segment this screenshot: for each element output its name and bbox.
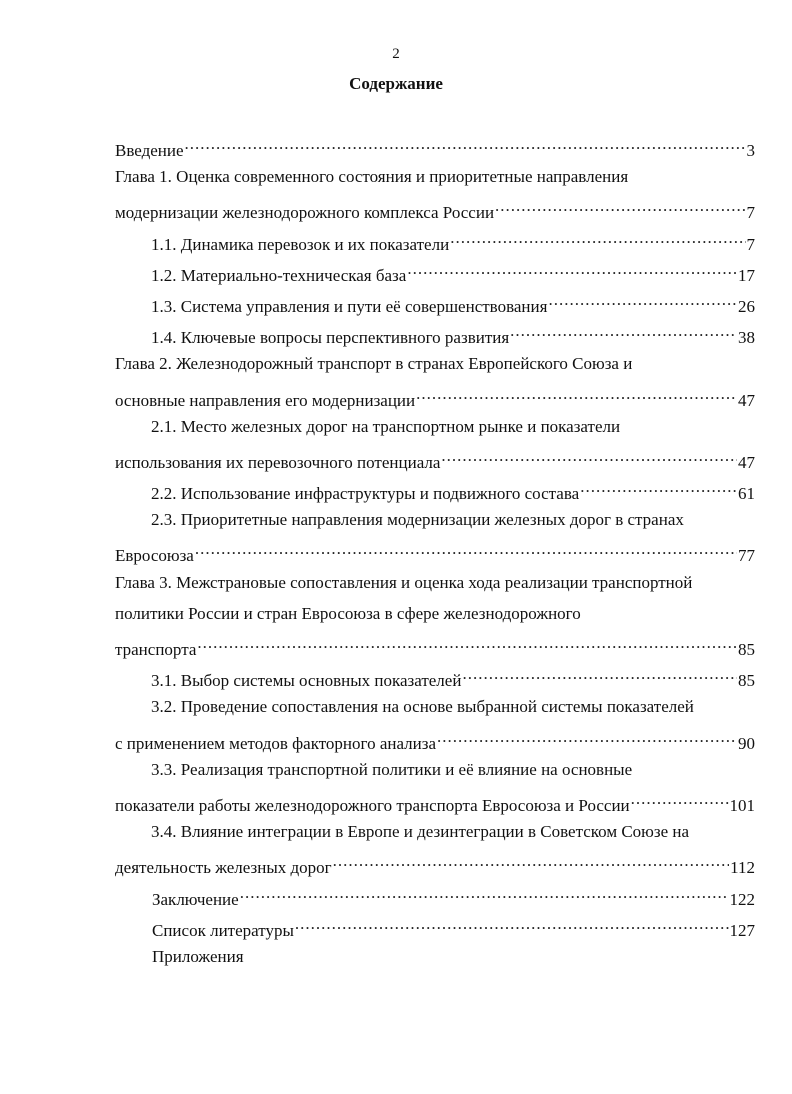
dot-leader	[437, 729, 737, 749]
toc-page-number: 90	[738, 733, 755, 753]
dot-leader	[407, 261, 737, 281]
toc-entry-title: Приложения	[152, 946, 244, 966]
toc-entry-3-1	[115, 666, 755, 697]
toc-entry-title: транспорта	[115, 640, 197, 659]
toc-page-number: 77	[738, 546, 755, 566]
toc-entry-title: 2.2. Использование инфраструктуры и подвижного состава	[151, 484, 580, 504]
toc-page-number: 47	[738, 452, 755, 472]
toc-entry-title: 1.1. Динамика перевозок и их показатели	[151, 234, 450, 254]
toc-entry-title: 3.4. Влияние интеграции в Европе и дезинтеграции в Советском Союзе на	[151, 822, 690, 842]
dot-leader	[416, 386, 737, 406]
toc-entry-2-3-cont	[115, 541, 755, 572]
toc-entry-3-2	[115, 697, 755, 728]
dot-leader	[462, 666, 737, 686]
dot-leader	[510, 323, 737, 343]
toc-entry-2-1-cont	[115, 448, 755, 479]
toc-entry-title: деятельность железных дорог	[115, 858, 332, 878]
dot-leader	[441, 448, 737, 468]
toc-page-number: 26	[738, 296, 755, 316]
toc-page-number: 3	[746, 141, 755, 160]
toc-entry-title: 1.4. Ключевые вопросы перспективного развития	[151, 328, 510, 348]
toc-entry-title: 3.2. Проведение сопоставления на основе выбранной системы показателей	[151, 697, 694, 717]
toc-page-number: 85	[738, 671, 755, 691]
toc-entry-title: Глава 1. Оценка современного состояния и приоритетные направления	[115, 167, 629, 187]
toc-entry-title: Глава 3. Межстрановые сопоставления и оценка хода реализации транспортной	[115, 572, 693, 592]
dot-leader	[548, 292, 737, 312]
dot-leader	[450, 230, 745, 250]
toc-entry-title: Список литературы	[152, 920, 294, 940]
toc-entry-title: Заключение	[152, 889, 239, 909]
toc-entry-conclusion	[115, 885, 755, 916]
toc-entry-title: 2.3. Приоритетные направления модернизации железных дорог в странах	[151, 510, 684, 530]
toc-entry-introduction	[115, 136, 755, 167]
dot-leader	[295, 916, 729, 936]
dot-leader	[240, 885, 729, 905]
toc-entry-chapter-2	[115, 354, 755, 385]
toc-entry-title: показатели работы железнодорожного транспорта Евросоюза и России	[115, 795, 630, 815]
toc-entry-title: 3.1. Выбор системы основных показателей	[151, 671, 462, 691]
toc-entry-1-2	[115, 261, 755, 292]
toc-entry-chapter-1-cont	[115, 198, 755, 229]
toc-entry-appendices	[115, 947, 755, 978]
toc-page-number: 112	[730, 858, 755, 878]
toc-page-number: 7	[746, 203, 755, 223]
toc-entry-2-1	[115, 417, 755, 448]
page-number: 2	[392, 46, 400, 62]
toc-page-number: 17	[738, 265, 755, 285]
toc-page-number: 61	[738, 484, 755, 504]
toc-entry-2-2	[115, 479, 755, 510]
dot-leader	[495, 198, 745, 218]
page-title: Содержание	[349, 74, 443, 93]
toc-entry-1-4	[115, 323, 755, 354]
toc-entry-1-3	[115, 292, 755, 323]
toc-entry-3-3-cont	[115, 791, 755, 822]
dot-leader	[631, 791, 729, 811]
toc-entry-title: использования их перевозочного потенциала	[115, 452, 441, 472]
toc-entry-title: Глава 2. Железнодорожный транспорт в странах Европейского Союза и	[115, 354, 633, 374]
toc-entry-references	[115, 916, 755, 947]
toc-entry-2-3	[115, 510, 755, 541]
toc-entry-3-4	[115, 822, 755, 853]
dot-leader	[195, 541, 737, 561]
toc-page-number: 122	[729, 889, 755, 909]
dot-leader	[185, 136, 746, 156]
toc-entry-title: модернизации железнодорожного комплекса России	[115, 203, 495, 223]
toc-page-number: 38	[738, 328, 755, 348]
toc-entry-chapter-3-cont	[115, 635, 755, 666]
toc-page-number: 127	[729, 920, 755, 940]
toc-entry-title: с применением методов факторного анализа	[115, 733, 437, 753]
toc-page-number: 7	[746, 234, 755, 254]
toc-entry-title: Введение	[115, 141, 184, 160]
toc-entry-3-4-cont	[115, 853, 755, 884]
dot-leader	[197, 635, 737, 655]
toc-page-number: 85	[738, 640, 755, 659]
toc-entry-title: 1.3. Система управления и пути её совершенствования	[151, 296, 548, 316]
toc-entry-title: основные направления его модернизации	[115, 390, 416, 410]
dot-leader	[580, 479, 737, 499]
toc-entry-title: 2.1. Место железных дорог на транспортном рынке и показатели	[151, 416, 621, 436]
toc-entry-3-3	[115, 760, 755, 791]
table-of-contents	[115, 136, 755, 978]
toc-entry-1-1	[115, 230, 755, 261]
toc-entry-title: Евросоюза	[115, 546, 194, 566]
dot-leader	[333, 853, 729, 873]
toc-entry-chapter-3	[115, 573, 755, 604]
toc-page-number: 47	[738, 390, 755, 410]
toc-entry-title: политики России и стран Евросоюза в сфере железнодорожного	[115, 603, 581, 623]
toc-entry-title: 3.3. Реализация транспортной политики и её влияние на основные	[151, 759, 633, 779]
toc-entry-chapter-1	[115, 167, 755, 198]
toc-entry-3-2-cont	[115, 729, 755, 760]
toc-entry-title: 1.2. Материально-техническая база	[151, 265, 407, 285]
toc-entry-chapter-3-cont	[115, 604, 755, 635]
toc-page-number: 101	[729, 795, 755, 815]
toc-entry-chapter-2-cont	[115, 386, 755, 417]
